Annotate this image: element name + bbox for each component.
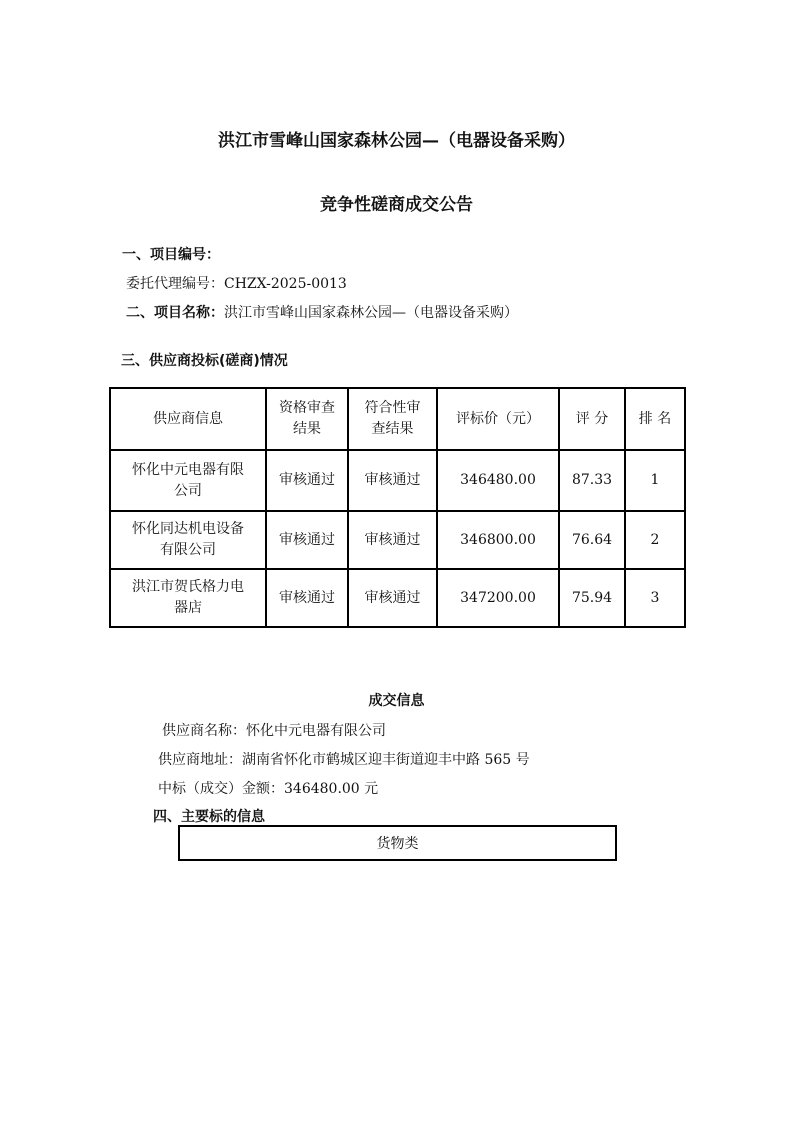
- agent-number-label: 委托代理编号：: [126, 276, 224, 292]
- project-name-value: 洪江市雪峰山国家森林公园—（电器设备采购）: [224, 305, 518, 321]
- row-supplier-line1: 洪江市贺氏格力电: [132, 579, 244, 595]
- table-row: [110, 450, 685, 511]
- header-supplier: 供应商信息: [110, 388, 266, 450]
- row-price: 346480.00: [437, 450, 559, 511]
- row-qualification: 审核通过: [266, 511, 348, 569]
- row-conformity: 审核通过: [348, 511, 437, 569]
- deal-amount: 中标（成交）金额：346480.00 元: [158, 781, 379, 797]
- section3-heading: 三、供应商投标(磋商)情况: [121, 353, 288, 369]
- header-score: 评 分: [559, 388, 625, 450]
- header-qualification-line2: 结果: [293, 421, 321, 437]
- section2-heading: 二、项目名称：: [126, 305, 224, 321]
- deal-info-heading: 成交信息: [368, 693, 425, 709]
- row-supplier-line2: 公司: [174, 482, 202, 499]
- project-name: [126, 302, 518, 322]
- header-conformity-line2: 查结果: [371, 421, 414, 437]
- document-title: 洪江市雪峰山国家森林公园—（电器设备采购）: [218, 131, 575, 151]
- row-rank: 1: [625, 450, 685, 511]
- bid-table: [109, 387, 686, 628]
- row-supplier-line1: 怀化中元电器有限: [132, 461, 244, 478]
- header-qualification: [266, 388, 348, 450]
- row-supplier-line1: 怀化同达机电设备: [132, 521, 244, 537]
- agent-number-value: CHZX-2025-0013: [224, 276, 347, 292]
- row-conformity: 审核通过: [348, 569, 437, 627]
- section1-heading: 一、项目编号：: [122, 247, 220, 263]
- row-score: 76.64: [559, 511, 625, 569]
- row-score: 75.94: [559, 569, 625, 627]
- section4-heading: 四、主要标的信息: [153, 809, 265, 825]
- header-rank: 排 名: [625, 388, 685, 450]
- deal-supplier-name: 供应商名称：怀化中元电器有限公司: [162, 723, 386, 739]
- row-rank: 2: [625, 511, 685, 569]
- table-header-row: [110, 388, 685, 450]
- table-row: [110, 511, 685, 569]
- row-supplier: [110, 569, 266, 627]
- row-supplier-line2: 器店: [174, 600, 202, 616]
- agent-number: [126, 273, 347, 293]
- row-price: 346800.00: [437, 511, 559, 569]
- deal-supplier-address: 供应商地址：湖南省怀化市鹤城区迎丰街道迎丰中路 565 号: [158, 752, 530, 768]
- row-price: 347200.00: [437, 569, 559, 627]
- header-price: 评标价（元）: [437, 388, 559, 450]
- row-rank: 3: [625, 569, 685, 627]
- row-qualification: 审核通过: [266, 569, 348, 627]
- row-supplier: [110, 511, 266, 569]
- table-row: [110, 569, 685, 627]
- row-qualification: 审核通过: [266, 450, 348, 511]
- row-score: 87.33: [559, 450, 625, 511]
- header-qualification-line1: 资格审查: [279, 400, 335, 416]
- row-supplier-line2: 有限公司: [160, 542, 216, 558]
- header-conformity: [348, 388, 437, 450]
- row-conformity: 审核通过: [348, 450, 437, 511]
- header-conformity-line1: 符合性审: [364, 400, 421, 416]
- document-subtitle: 竞争性磋商成交公告: [320, 195, 473, 215]
- goods-category-box: 货物类: [178, 825, 617, 861]
- row-supplier: [110, 450, 266, 511]
